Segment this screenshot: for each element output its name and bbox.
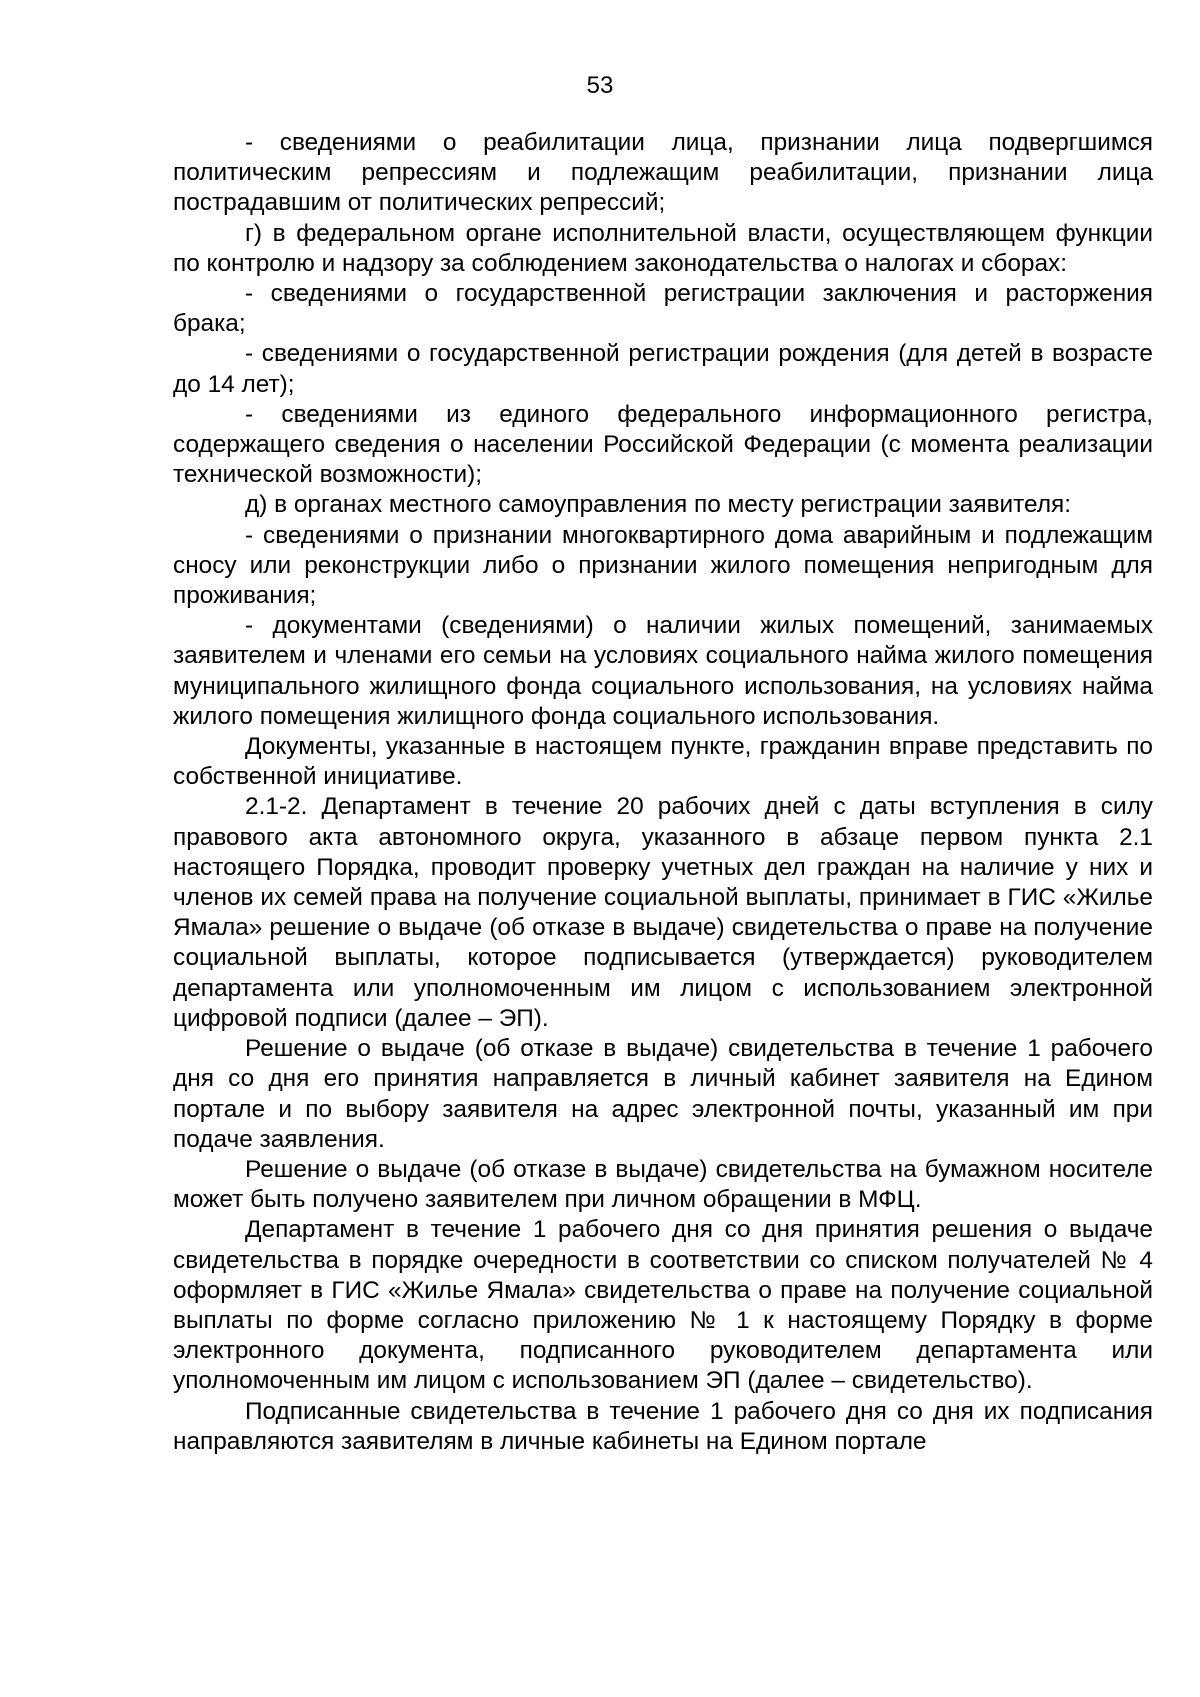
paragraph-own-initiative: Документы, указанные в настоящем пункте, гражданин вправе представить по собственной инициативе.: [173, 733, 1153, 791]
paragraph-local-government: д) в органах местного самоуправления по месту регистрации заявителя:: [245, 491, 1072, 519]
paragraph-rehabilitation-info: - сведениями о реабилитации лица, признании лица подвергшимся политическим репрессиям и подлежащим реабилитации, признании лица пострадавшим от политических репрессий;: [173, 129, 1153, 217]
paragraph-emergency-housing: - сведениями о признании многоквартирного дома аварийным и подлежащим сносу или реконструкции либо о признании жилого помещения непригодным для проживания;: [173, 521, 1153, 610]
paragraph-tax-authority: г) в федеральном органе исполнительной власти, осуществляющем функции по контролю и надзору за соблюдением законодательства о налогах и сборах:: [173, 219, 1153, 277]
paragraph-housing-documents: - документами (сведениями) о наличии жилых помещений, занимаемых заявителем и членами его семьи на условиях социального найма жилого помещения муниципального жилищного фонда социального использования, на условиях найма жилого помещения жилищного фонда социального использования.: [173, 612, 1153, 730]
paragraph-paper-decision: Решение о выдаче (об отказе в выдаче) свидетельства на бумажном носителе может быть получено заявителем при личном обращении в МФЦ.: [173, 1155, 1153, 1214]
paragraph-birth-registration: - сведениями о государственной регистрации рождения (для детей в возрасте до 14 лет);: [173, 340, 1153, 398]
paragraph-signed-certificates: Подписанные свидетельства в течение 1 рабочего дня со дня их подписания направляются заявителям в личные кабинеты на Едином портале: [173, 1397, 1153, 1455]
paragraph-marriage-registration: - сведениями о государственной регистрации заключения и расторжения брака;: [173, 280, 1153, 338]
paragraph-certificate-issuance: Департамент в течение 1 рабочего дня со дня принятия решения о выдаче свидетельства в порядке очередности в соответствии со списком получателей № 4 оформляет в ГИС «Жилье Ямала» свидетельства о праве на получение социальной выплаты по форме согласно приложению № 1 к настоящему Порядку в форме электронного документа, подписанного руководителем департамента или уполномоченным им лицом с использованием ЭП (далее – свидетельство).: [173, 1216, 1153, 1395]
page-number: 53: [586, 72, 614, 99]
document-body: [173, 128, 1153, 1457]
paragraph-decision-sending: Решение о выдаче (об отказе в выдаче) свидетельства в течение 1 рабочего дня со дня его принятия направляется в личный кабинет заявителя на Едином портале и по выбору заявителя на адрес электронной почты, указанный им при подаче заявления.: [173, 1035, 1153, 1153]
paragraph-federal-register: - сведениями из единого федерального информационного регистра, содержащего сведения о населении Российской Федерации (с момента реализации технической возможности);: [173, 400, 1153, 489]
paragraph-clause-2-1-2: 2.1-2. Департамент в течение 20 рабочих дней с даты вступления в силу правового акта автономного округа, указанного в абзаце первом пункта 2.1 настоящего Порядка, проводит проверку учетных дел граждан на наличие у них и членов их семей права на получение социальной выплаты, принимает в ГИС «Жилье Ямала» решение о выдаче (об отказе в выдаче) свидетельства о праве на получение социальной выплаты, которое подписывается (утверждается) руководителем департамента или уполномоченным им лицом с использованием электронной цифровой подписи (далее – ЭП).: [173, 793, 1153, 1032]
